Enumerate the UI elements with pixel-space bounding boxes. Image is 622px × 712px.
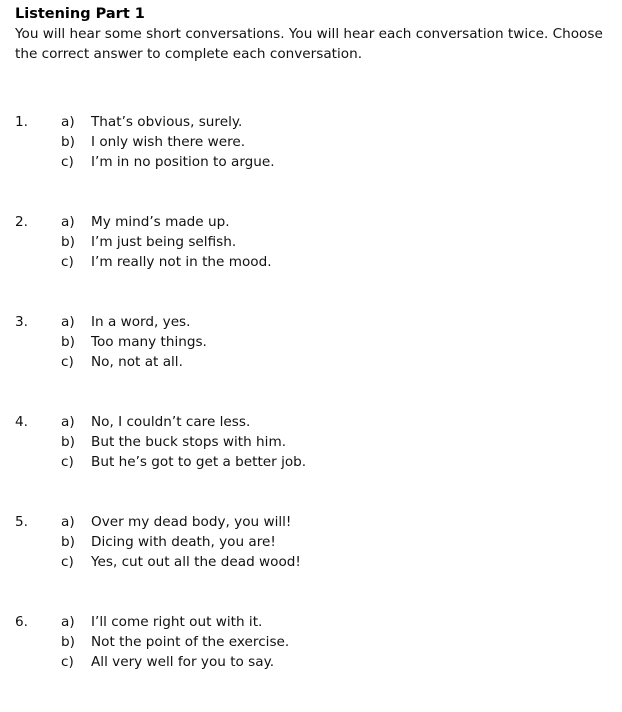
question-1 [15,112,615,212]
page-title: Listening Part 1 [15,6,145,22]
answer-option-c[interactable] [61,652,289,672]
option-letter: b) [61,634,75,650]
option-letter: a) [61,114,75,130]
answer-options [61,312,207,372]
question-2 [15,212,615,312]
option-letter: c) [61,254,74,270]
option-text: I’ll come right out with it. [91,614,263,630]
question-list [15,112,615,712]
answer-options [61,512,301,572]
answer-option-b[interactable] [61,432,306,452]
option-letter: c) [61,554,74,570]
question-number: 2. [15,214,28,230]
option-letter: b) [61,534,75,550]
answer-option-c[interactable] [61,452,306,472]
option-letter: c) [61,154,74,170]
option-text: Too many things. [91,334,207,350]
worksheet-page [15,4,615,670]
option-text: I’m in no position to argue. [91,154,275,170]
answer-option-a[interactable] [61,112,275,132]
option-letter: b) [61,434,75,450]
question-6 [15,612,615,712]
option-text: No, I couldn’t care less. [91,414,251,430]
answer-options [61,212,272,272]
instructions-text: You will hear some short conversations. You will hear each conversation twice. Choose the correct answer to complete each conversation. [15,26,603,62]
option-text: I’m really not in the mood. [91,254,272,270]
question-5 [15,512,615,612]
question-number: 4. [15,414,28,430]
option-text: No, not at all. [91,354,183,370]
question-number: 3. [15,314,28,330]
answer-option-c[interactable] [61,552,301,572]
question-3 [15,312,615,412]
option-text: I’m just being selfish. [91,234,237,250]
option-letter: c) [61,354,74,370]
option-text: Not the point of the exercise. [91,634,290,650]
question-4 [15,412,615,512]
answer-option-a[interactable] [61,512,301,532]
answer-options [61,412,306,472]
option-text: That’s obvious, surely. [91,114,243,130]
option-text: In a word, yes. [91,314,191,330]
answer-option-a[interactable] [61,612,289,632]
option-letter: a) [61,614,75,630]
option-letter: c) [61,454,74,470]
answer-option-a[interactable] [61,312,207,332]
option-text: Dicing with death, you are! [91,534,276,550]
option-letter: a) [61,514,75,530]
option-letter: a) [61,314,75,330]
question-number: 1. [15,114,28,130]
answer-option-b[interactable] [61,632,289,652]
option-text: I only wish there were. [91,134,246,150]
answer-options [61,112,275,172]
answer-option-a[interactable] [61,212,272,232]
answer-option-b[interactable] [61,232,272,252]
answer-option-c[interactable] [61,152,275,172]
option-text: Over my dead body, you will! [91,514,292,530]
question-number: 5. [15,514,28,530]
option-letter: b) [61,134,75,150]
option-letter: b) [61,334,75,350]
answer-option-b[interactable] [61,132,275,152]
option-text: All very well for you to say. [91,654,275,670]
answer-option-a[interactable] [61,412,306,432]
option-text: Yes, cut out all the dead wood! [91,554,301,570]
answer-option-b[interactable] [61,332,207,352]
answer-options [61,612,289,672]
option-letter: a) [61,214,75,230]
answer-option-c[interactable] [61,352,207,372]
option-text: But the buck stops with him. [91,434,287,450]
answer-option-b[interactable] [61,532,301,552]
option-letter: a) [61,414,75,430]
question-number: 6. [15,614,28,630]
answer-option-c[interactable] [61,252,272,272]
option-letter: c) [61,654,74,670]
option-letter: b) [61,234,75,250]
option-text: My mind’s made up. [91,214,230,230]
option-text: But he’s got to get a better job. [91,454,307,470]
